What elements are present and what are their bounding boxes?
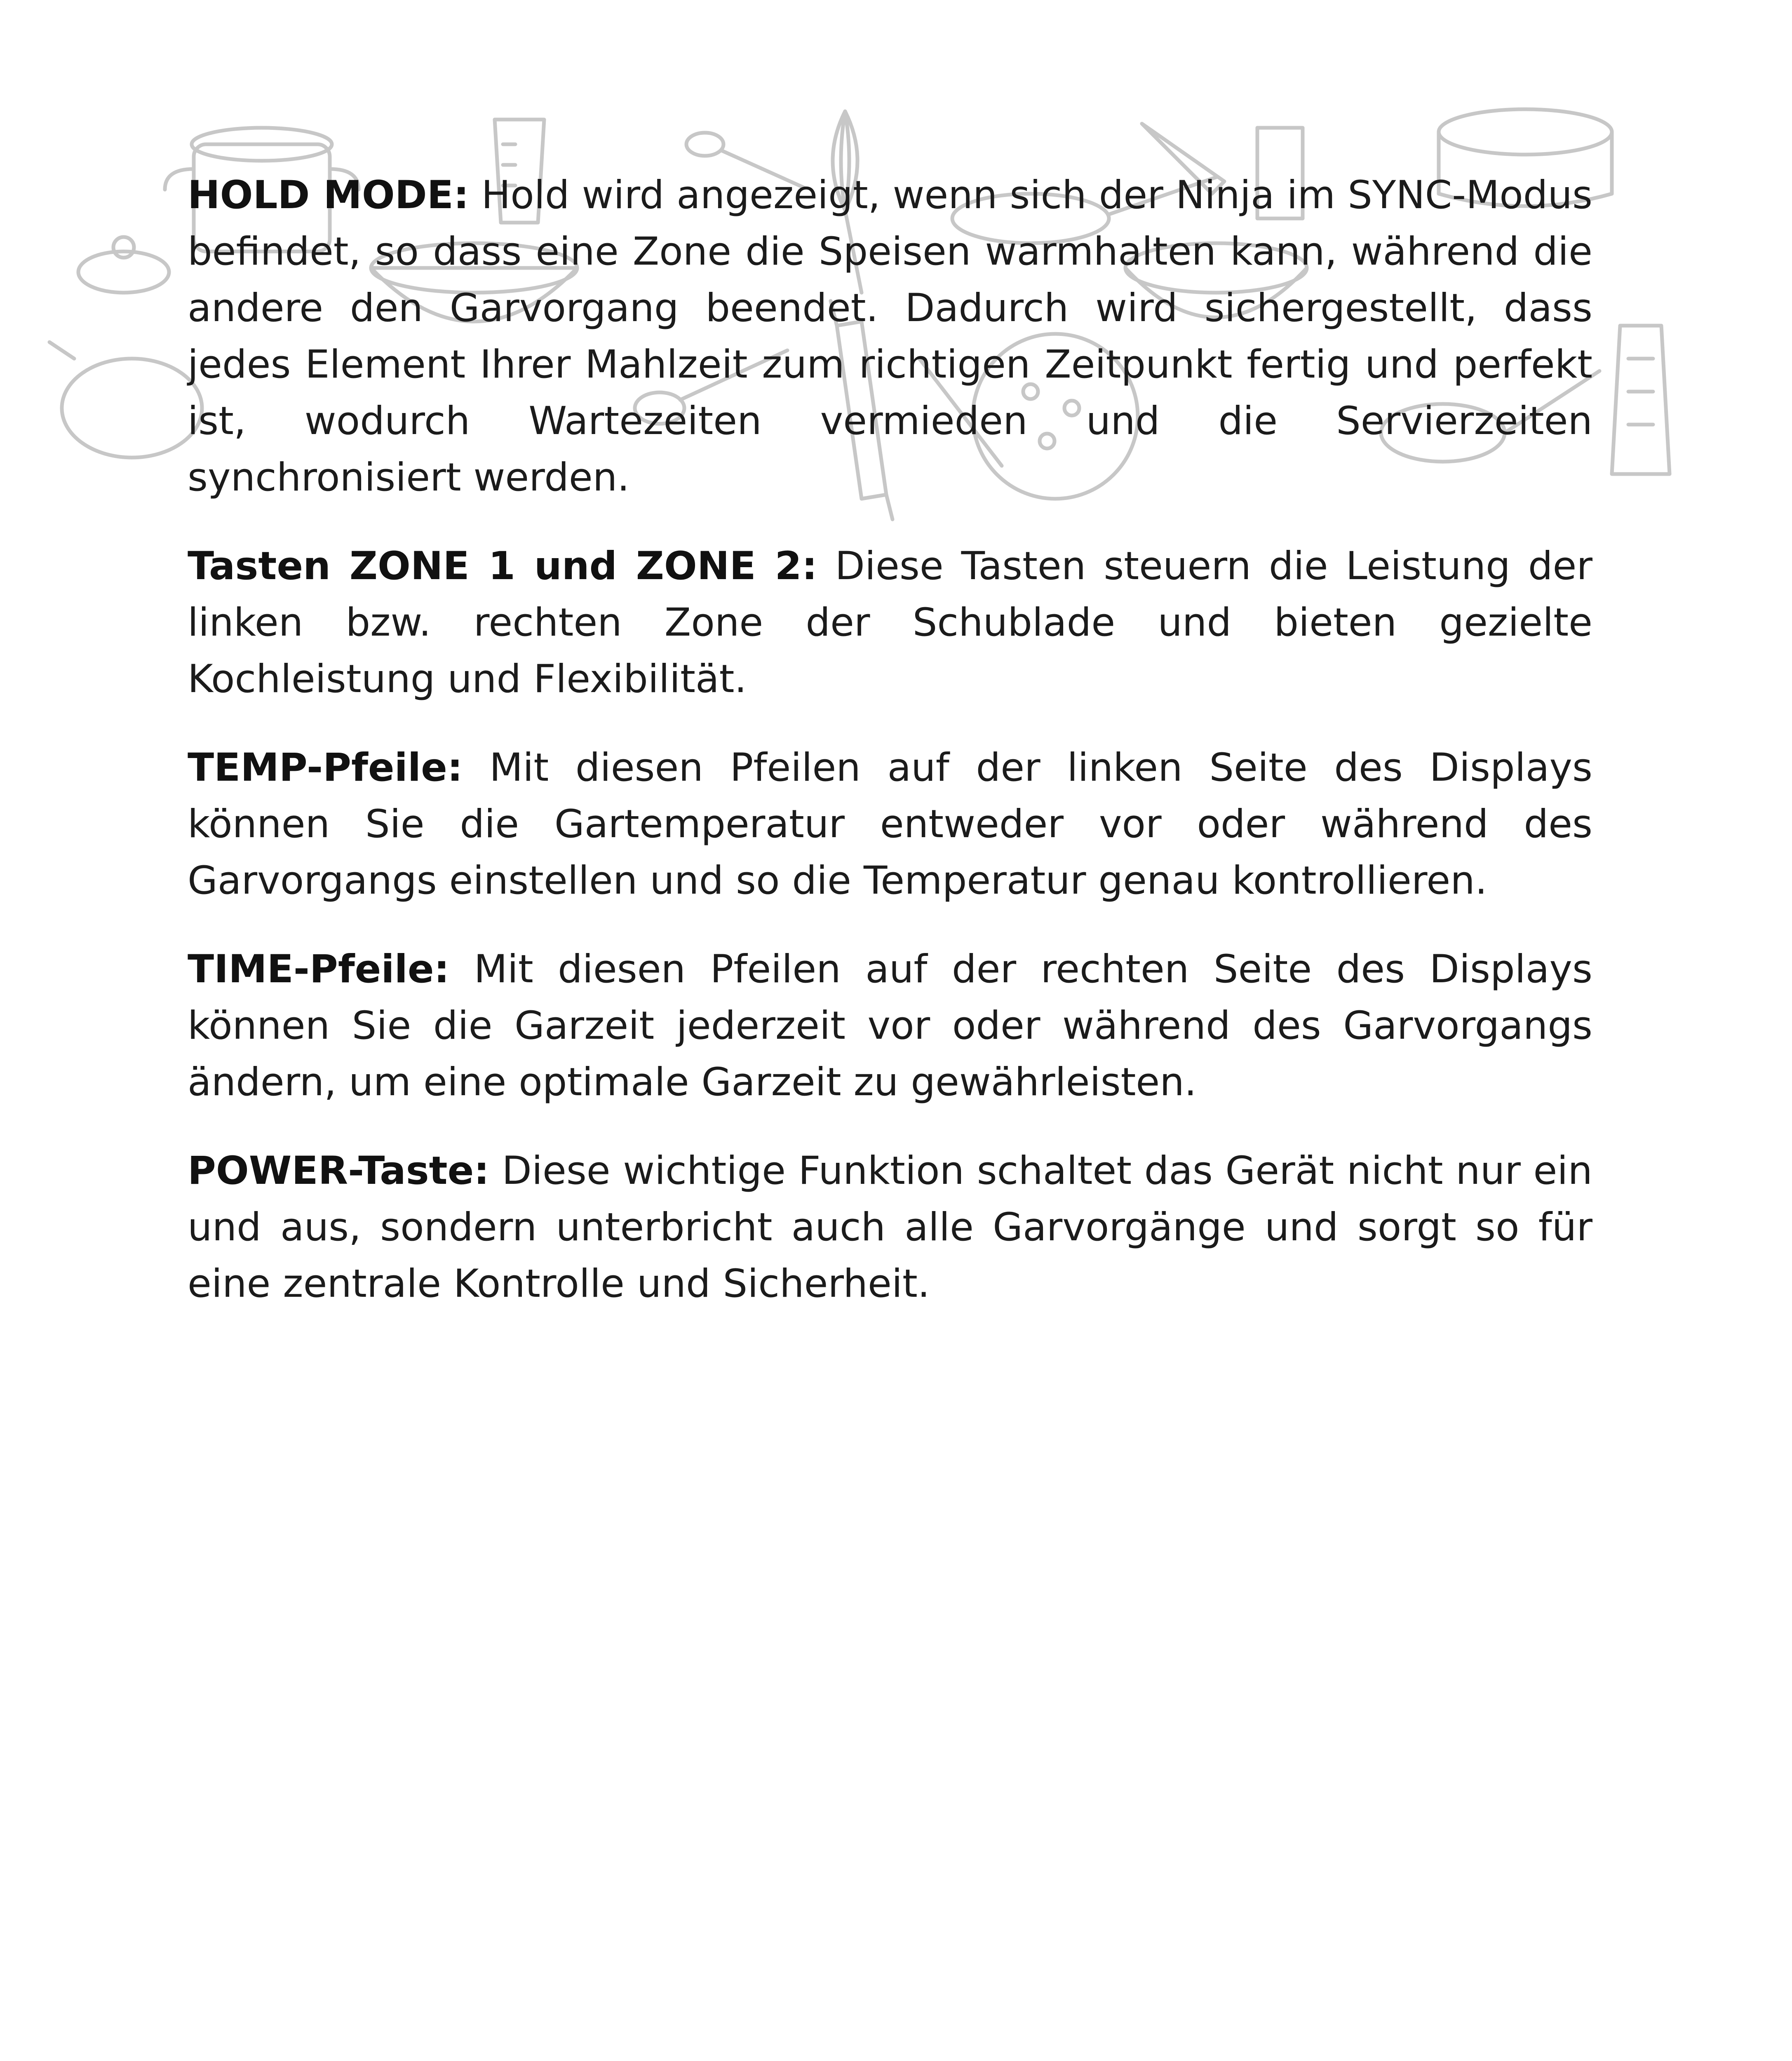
- description-power-button: Diese wichtige Funktion schaltet das Gerät nicht nur ein und aus, sondern unterbricht auch alle Garvorgänge und sorgt so für eine zentrale Kontrolle und Sicherheit.: [188, 1148, 1592, 1306]
- paragraph-time-arrows: [188, 941, 1592, 1110]
- term-time-arrows: TIME-Pfeile:: [188, 947, 450, 992]
- paragraph-power-button: [188, 1143, 1592, 1312]
- paragraph-zone-buttons: [188, 538, 1592, 707]
- paragraph-temp-arrows: [188, 739, 1592, 909]
- description-zone-buttons: Diese Tasten steuern die Leistung der linken bzw. rechten Zone der Schublade und bieten gezielte Kochleistung und Flexibilität.: [188, 544, 1592, 702]
- paragraph-hold-mode: [188, 167, 1592, 506]
- term-temp-arrows: TEMP-Pfeile:: [188, 745, 463, 790]
- description-time-arrows: Mit diesen Pfeilen auf der rechten Seite des Displays können Sie die Garzeit jederzeit vor oder während des Garvorgangs ändern, um eine optimale Garzeit zu gewährleisten.: [188, 947, 1592, 1105]
- description-hold-mode: Hold wird angezeigt, wenn sich der Ninja im SYNC-Modus befindet, so dass eine Zone die Speisen warmhalten kann, während die andere den Garvorgang beendet. Dadurch wird sichergestellt, dass jedes Element Ihrer Mahlzeit zum richtigen Zeitpunkt fertig und perfekt ist, wodurch Wartezeiten vermieden und die Servierzeiten synchronisiert werden.: [188, 173, 1592, 500]
- term-hold-mode: HOLD MODE:: [188, 173, 469, 218]
- term-zone-buttons: Tasten ZONE 1 und ZONE 2:: [188, 544, 817, 589]
- grater-icon: [1612, 326, 1670, 474]
- document-body: [188, 167, 1592, 1344]
- term-power-button: POWER-Taste:: [188, 1148, 489, 1193]
- ladle-icon: [49, 237, 202, 458]
- description-temp-arrows: Mit diesen Pfeilen auf der linken Seite des Displays können Sie die Gartemperatur entweder vor oder während des Garvorgangs einstellen und so die Temperatur genau kontrollieren.: [188, 745, 1592, 903]
